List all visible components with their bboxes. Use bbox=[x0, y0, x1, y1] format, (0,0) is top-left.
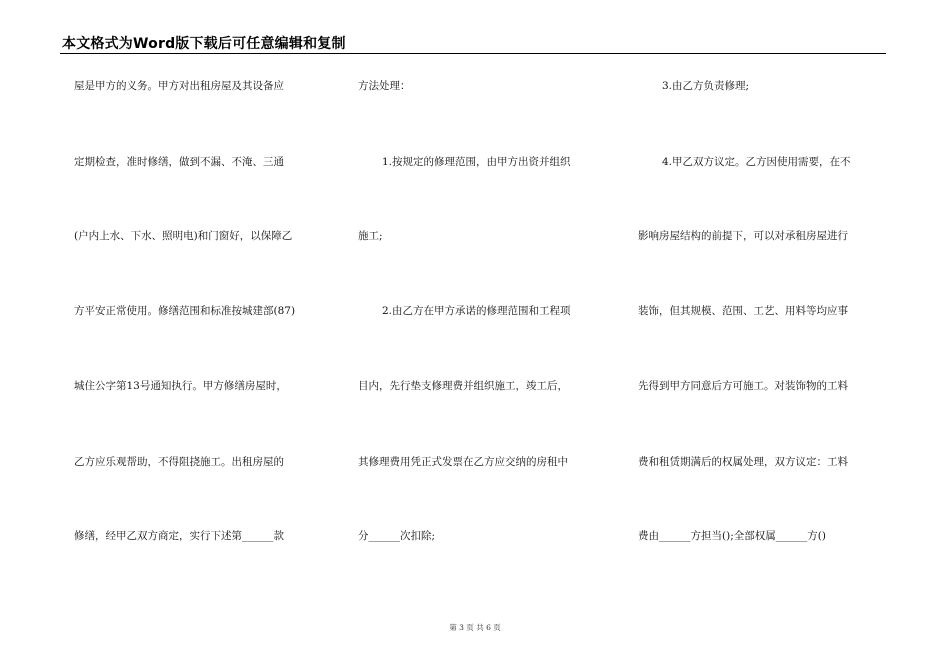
text-line: 先得到甲方同意后方可施工。对装饰物的工料 bbox=[638, 380, 848, 392]
text-line: 目内，先行垫支修理费并组织施工，竣工后， bbox=[358, 380, 568, 392]
document-header-title: 本文格式为Word版下载后可任意编辑和复制 bbox=[62, 36, 346, 52]
text-line: 屋是甲方的义务。甲方对出租房屋及其设备应 bbox=[74, 80, 284, 92]
text-line: (户内上水、下水、照明电)和门窗好，以保障乙 bbox=[74, 230, 293, 242]
text-line: 3.由乙方负责修理; bbox=[662, 80, 750, 92]
text-line: 定期检查，准时修缮，做到不漏、不淹、三通 bbox=[74, 156, 284, 168]
text-line: 施工; bbox=[358, 230, 383, 242]
text-line: 方平安正常使用。修缮范围和标准按城建部(87) bbox=[74, 305, 296, 317]
text-line: 城住公字第13号通知执行。甲方修缮房屋时， bbox=[74, 380, 287, 392]
text-line: 费和租赁期满后的权属处理，双方议定：工料 bbox=[638, 456, 848, 468]
header-divider bbox=[60, 53, 886, 54]
text-line: 其修理费用凭正式发票在乙方应交纳的房租中 bbox=[358, 456, 568, 468]
text-line: 1.按规定的修理范围，由甲方出资并组织 bbox=[382, 156, 571, 168]
text-line: 乙方应乐观帮助，不得阻挠施工。出租房屋的 bbox=[74, 456, 284, 468]
text-line: 4.甲乙双方议定。乙方因使用需要，在不 bbox=[662, 156, 851, 168]
text-line: 修缮，经甲乙双方商定，实行下述第______款 bbox=[74, 530, 284, 542]
text-line: 影响房屋结构的前提下，可以对承租房屋进行 bbox=[638, 230, 848, 242]
text-line: 分______次扣除; bbox=[358, 530, 436, 542]
text-line: 方法处理： bbox=[358, 80, 411, 92]
text-line: 2.由乙方在甲方承诺的修理范围和工程项 bbox=[382, 305, 571, 317]
text-line: 费由______方担当();全部权属______方() bbox=[638, 530, 826, 542]
text-line: 装饰，但其规模、范围、工艺、用料等均应事 bbox=[638, 305, 848, 317]
page-number-footer: 第 3 页 共 6 页 bbox=[449, 623, 501, 632]
